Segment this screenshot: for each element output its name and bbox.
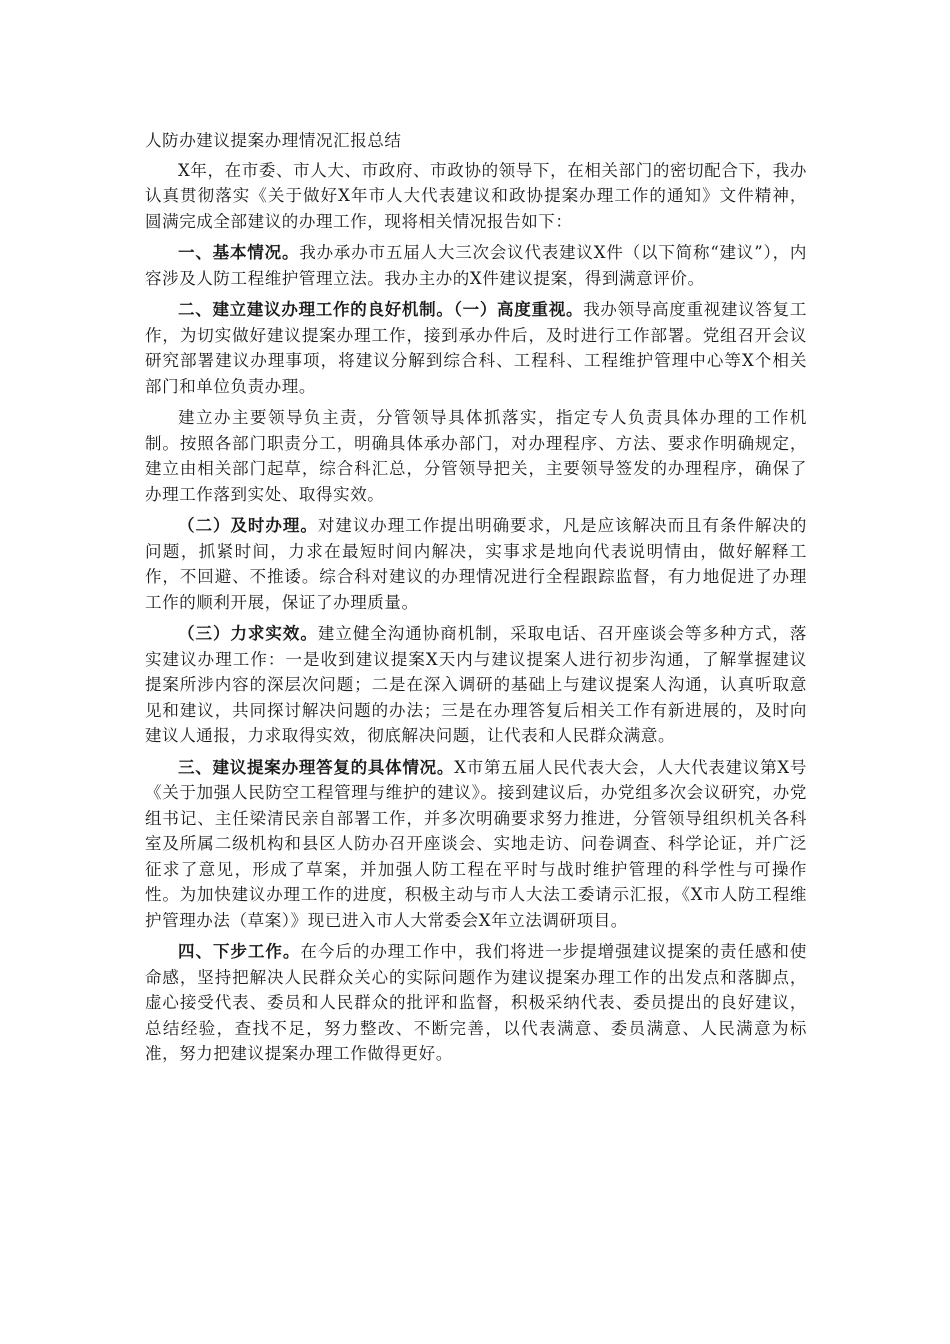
paragraph-text: 建立办主要领导负主责，分管领导具体抓落实，指定专人负责具体办理的工作机制。按照各部门职责分工，明确具体承办部门，对办理程序、方法、要求作明确规定，建立由相关部门起草，综合科汇总，分管领导把关，主要领导签发的办理程序，确保了办理工作落到实处、取得实效。 — [145, 408, 807, 504]
paragraph-text: X市第五届人民代表大会，人大代表建议第X号《关于加强人民防空工程管理与维护的建议》。接到建议后，办党组多次会议研究，办党组书记、主任梁清民亲自部署工作，并多次明确要求努力推进，分管领导组织机关各科室及所属二级机构和县区人防办召开座谈会、实地走访、问卷调查、科学论证，并广泛征求了意见，形成了草案，并加强人防工程在平时与战时维护管理的科学性与可操作性。为加快建议办理工作的进度，积极主动与市人大法工委请示汇报，《X市人防工程维护管理办法（草案）》现已进入市人大常委会X年立法调研项目。 — [145, 757, 808, 930]
section-heading: 一、基本情况。 — [178, 243, 300, 262]
section-heading: 四、下步工作。 — [178, 942, 301, 961]
paragraph-effectiveness — [145, 621, 807, 749]
paragraph-next-steps — [145, 939, 807, 1067]
paragraph-basic-situation — [145, 240, 807, 291]
paragraph-text: 在今后的办理工作中，我们将进一步提增强建议提案的责任感和使命感，坚持把解决人民群众关心的实际问题作为建议提案办理工作的出发点和落脚点，虚心接受代表、委员和人民群众的批评和监督，积极采纳代表、委员提出的良好建议，总结经验，查找不足，努力整改、不断完善，以代表满意、委员满意、人民满意为标准，努力把建议提案办理工作做得更好。 — [145, 942, 808, 1063]
paragraph-timely-handling — [145, 513, 807, 615]
document-body — [145, 128, 807, 1073]
section-heading: （三）力求实效。 — [178, 624, 318, 643]
document-title: 人防办建议提案办理情况汇报总结 — [145, 131, 402, 150]
paragraph-text: 我办领导高度重视建议答复工作，为切实做好建议提案办理工作，接到承办件后，及时进行工作部署。党组召开会议研究部署建议办理事项，将建议分解到综合科、工程科、工程维护管理中心等X个相关部门和单位负责办理。 — [145, 300, 807, 396]
paragraph-responsibility — [145, 405, 807, 507]
section-heading: （二）及时办理。 — [178, 516, 318, 535]
paragraph-intro — [145, 158, 807, 235]
section-heading: 三、建议提案办理答复的具体情况。 — [178, 757, 455, 777]
paragraph-text: X年，在市委、市人大、市政府、市政协的领导下，在相关部门的密切配合下，我办认真贯彻落实《关于做好X年市人大代表建议和政协提案办理工作的通知》文件精神，圆满完成全部建议的办理工作，现将相关情况报告如下： — [145, 160, 807, 231]
paragraph-specific-situation — [145, 755, 807, 934]
paragraph-text: 建立健全沟通协商机制，采取电话、召开座谈会等多种方式，落实建议办理工作：一是收到建议提案X天内与建议提案人进行初步沟通，了解掌握建议提案所涉内容的深层次问题；二是在深入调研的基础上与建议提案人沟通，认真听取意见和建议，共同探讨解决问题的办法；三是在办理答复后相关工作有新进展的，及时向建议人通报，力求取得实效，彻底解决问题，让代表和人民群众满意。 — [145, 624, 807, 745]
paragraph-mechanism — [145, 297, 807, 399]
section-heading: 二、建立建议办理工作的良好机制。（一）高度重视。 — [178, 300, 584, 319]
paragraph-text: 对建议办理工作提出明确要求，凡是应该解决而且有条件解决的问题，抓紧时间，力求在最短时间内解决，实事求是地向代表说明情由，做好解释工作，不回避、不推诿。综合科对建议的办理情况进行全程跟踪监督，有力地促进了办理工作的顺利开展，保证了办理质量。 — [145, 516, 807, 612]
paragraph-text: 我办承办市五届人大三次会议代表建议X件（以下简称“建议”），内容涉及人防工程维护管理立法。我办主办的X件建议提案，得到满意评价。 — [145, 243, 808, 288]
